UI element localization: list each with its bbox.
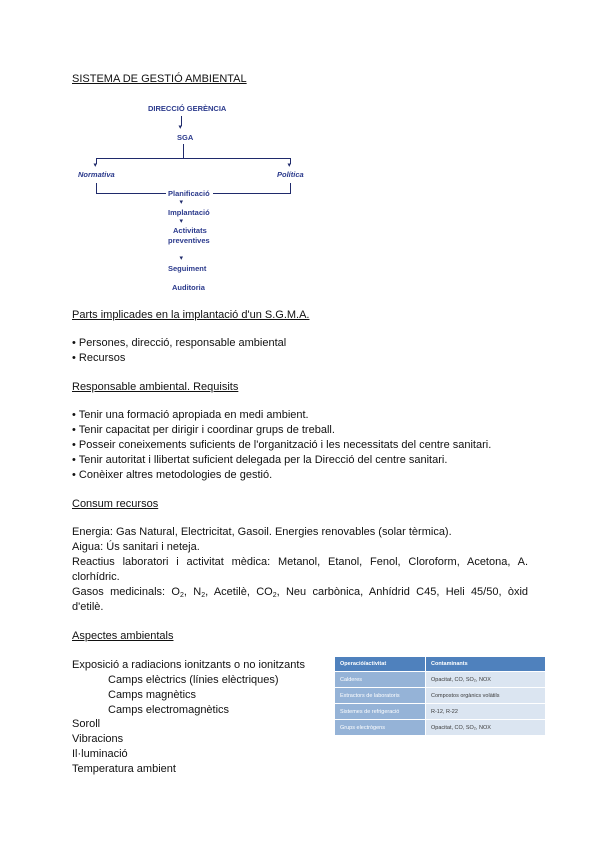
diagram-step: Implantació bbox=[168, 208, 210, 217]
list-item: Soroll bbox=[72, 718, 101, 730]
list-item: • Posseir coneixements suficients de l'organització i les necessitats del centre sanitari. bbox=[72, 439, 492, 451]
diagram-normativa: Normativa bbox=[78, 170, 115, 179]
arrow-down-icon: ▾ bbox=[178, 124, 183, 131]
table-header-cell: Contaminants bbox=[426, 657, 546, 672]
section-heading: Aspectes ambientals bbox=[72, 630, 174, 642]
list-item: • Persones, direcció, responsable ambiental bbox=[72, 337, 287, 349]
diagram-connector bbox=[213, 193, 291, 194]
diagram-connector bbox=[183, 144, 184, 158]
list-item: Temperatura ambient bbox=[72, 763, 176, 775]
diagram-connector bbox=[96, 193, 166, 194]
paragraph-reactius: Reactius laboratori i activitat mèdica: Metanol, Etanol, Fenol, Cloroform, Acetona, A. bbox=[72, 556, 528, 568]
section-heading: Responsable ambiental. Requisits bbox=[72, 381, 239, 393]
table-row bbox=[335, 720, 546, 736]
diagram-connector bbox=[96, 158, 290, 159]
contaminants-table bbox=[334, 656, 546, 736]
diagram-connector bbox=[96, 183, 97, 193]
paragraph-gasos: Gasos medicinals: $O_2$, $N_2$, Acetilè, $CO_2$, Neu carbònica, Anhídrid C45, Heli 45/50, òxid bbox=[72, 586, 529, 599]
diagram-sga: SGA bbox=[177, 133, 194, 142]
table-row bbox=[335, 704, 546, 720]
list-item: Vibracions bbox=[72, 733, 124, 745]
section-heading: Consum recursos bbox=[72, 498, 159, 510]
list-item: Camps electromagnètics bbox=[108, 704, 230, 716]
list-item: • Tenir una formació apropiada en medi ambient. bbox=[72, 409, 309, 421]
diagram-step: Seguiment bbox=[168, 264, 207, 273]
table-row bbox=[335, 672, 546, 688]
list-item: Il·luminació bbox=[72, 748, 128, 760]
table-cell: R-12, R-22 bbox=[426, 704, 546, 720]
list-item: • Recursos bbox=[72, 352, 126, 364]
table-cell: Compostos orgànics volàtils bbox=[426, 688, 546, 704]
arrow-down-icon: ▾ bbox=[93, 162, 98, 169]
table-cell: Opacitat, CO, SO₂, NOX bbox=[426, 720, 546, 736]
arrow-down-icon: ▾ bbox=[179, 255, 184, 262]
list-item: Exposició a radiacions ionitzants o no ionitzants bbox=[72, 659, 305, 671]
paragraph-gasos-cont: d'etilè. bbox=[72, 601, 104, 613]
table-header-row bbox=[335, 657, 546, 672]
page-title: SISTEMA DE GESTIÓ AMBIENTAL bbox=[72, 73, 247, 85]
table-row bbox=[335, 688, 546, 704]
arrow-down-icon: ▾ bbox=[179, 199, 184, 206]
list-item: • Conèixer altres metodologies de gestió. bbox=[72, 469, 273, 481]
list-item: • Tenir autoritat i llibertat suficient delegada per la Direcció del centre sanitari. bbox=[72, 454, 448, 466]
diagram-direccio: DIRECCIÓ GERÈNCIA bbox=[148, 104, 227, 113]
paragraph-energia: Energia: Gas Natural, Electricitat, Gasoil. Energies renovables (solar tèrmica). bbox=[72, 526, 452, 538]
paragraph-reactius-cont: clorhídric. bbox=[72, 571, 120, 583]
table-cell: Extractors de laboratoris bbox=[335, 688, 426, 704]
table-cell: Calderes bbox=[335, 672, 426, 688]
list-item: Camps magnètics bbox=[108, 689, 197, 701]
list-item: • Tenir capacitat per dirigir i coordinar grups de treball. bbox=[72, 424, 335, 436]
table-cell: Grups electrògens bbox=[335, 720, 426, 736]
diagram-step: Activitats bbox=[173, 226, 207, 235]
arrow-down-icon: ▾ bbox=[179, 218, 184, 225]
paragraph-aigua: Aigua: Ús sanitari i neteja. bbox=[72, 541, 200, 553]
diagram-connector bbox=[290, 183, 291, 193]
list-item: Camps elèctrics (línies elèctriques) bbox=[108, 674, 279, 686]
arrow-down-icon: ▾ bbox=[287, 162, 292, 169]
section-heading: Parts implicades en la implantació d'un S.G.M.A. bbox=[72, 309, 310, 321]
diagram-step: Auditoria bbox=[172, 283, 205, 292]
diagram-politica: Política bbox=[277, 170, 304, 179]
diagram-step: preventives bbox=[168, 236, 210, 245]
table-header-cell: Operació/activitat bbox=[335, 657, 426, 672]
diagram-step: Planificació bbox=[168, 189, 210, 198]
table-cell: Sistemes de refrigeració bbox=[335, 704, 426, 720]
table-cell: Opacitat, CO, SO₂, NOX bbox=[426, 672, 546, 688]
